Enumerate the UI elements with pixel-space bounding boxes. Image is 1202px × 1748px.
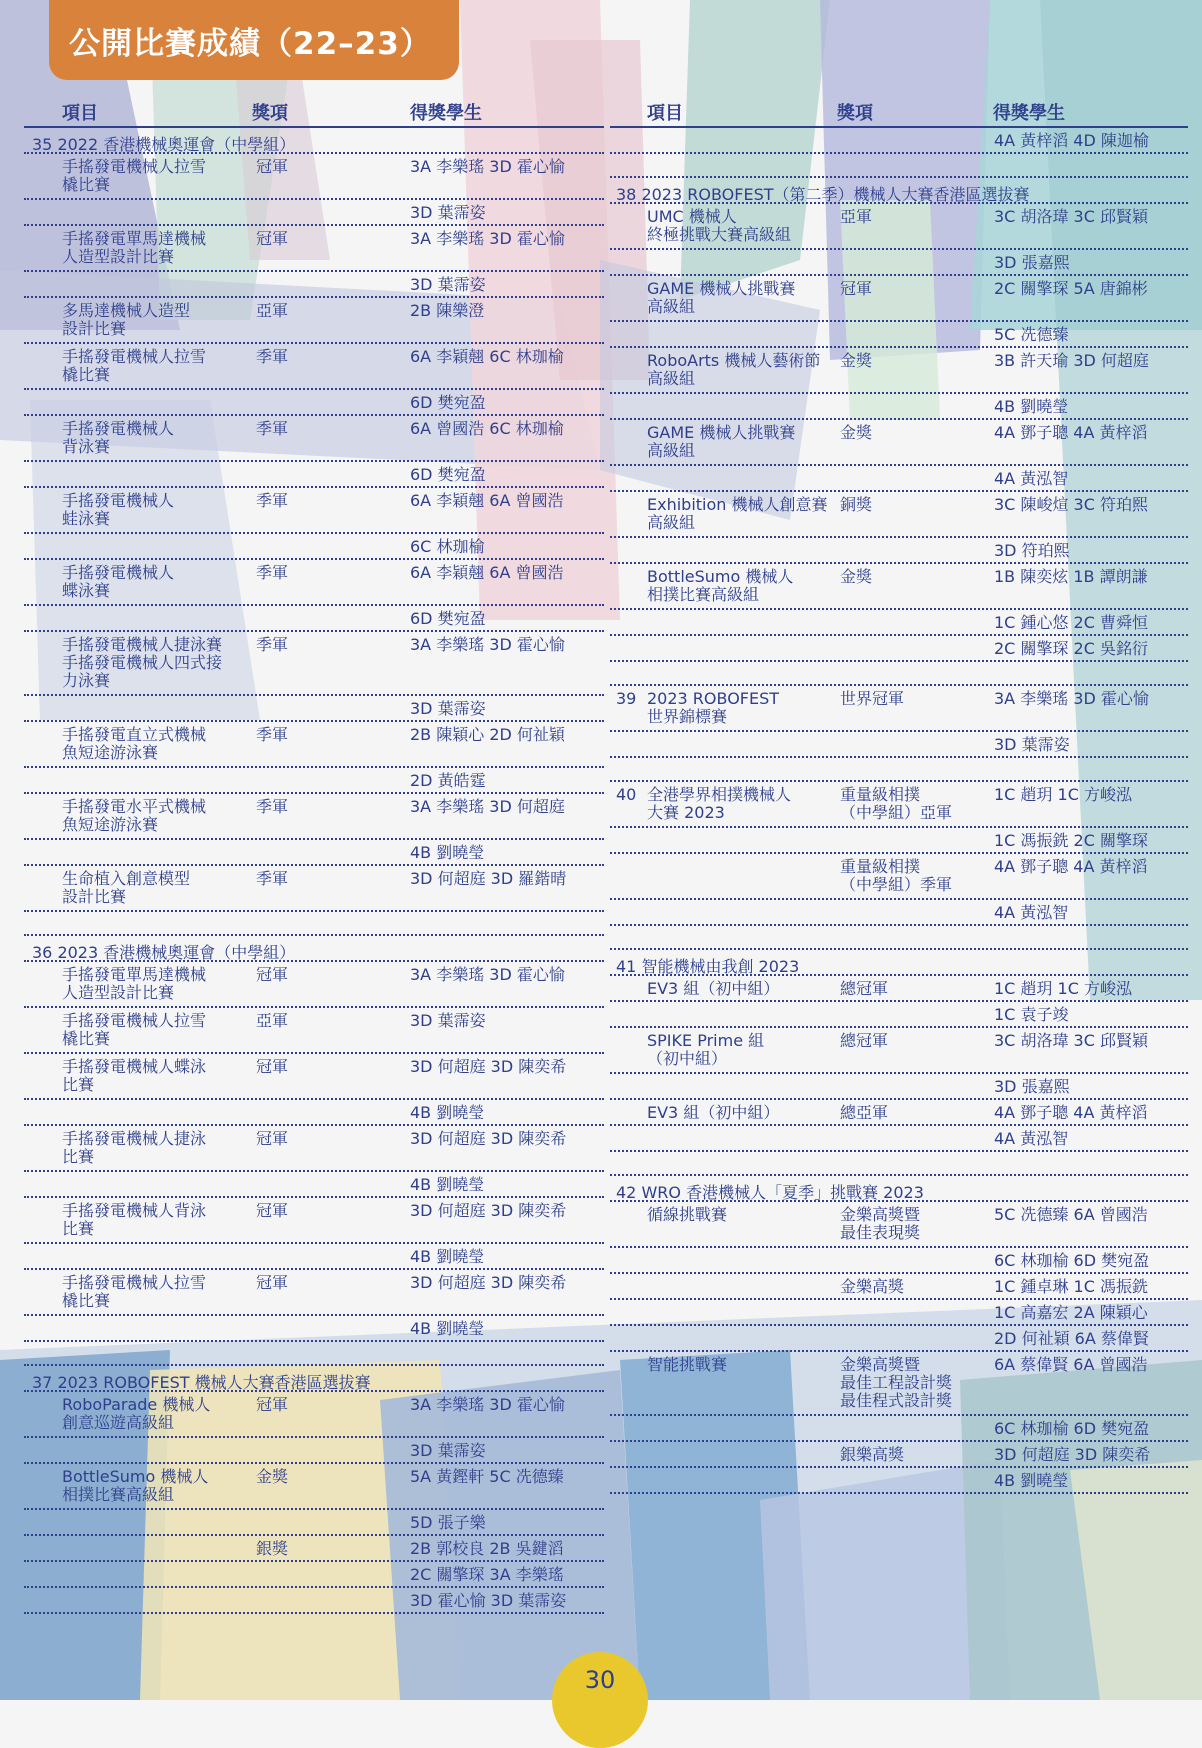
result-row [610,492,1188,538]
student-list: 4B 劉曉瑩 [410,1247,485,1266]
event-name: 手搖發電機械人 蝶泳賽 [62,563,175,600]
award-name: 世界冠軍 [840,689,905,708]
result-row [24,1588,604,1614]
result-row [610,854,1188,900]
event-name: 手搖發電水平式機械 魚短途游泳賽 [62,797,207,834]
result-row [24,1244,604,1270]
student-list: 3D 張嘉熙 [994,253,1070,272]
result-row [24,1316,604,1342]
result-row [610,394,1188,420]
section-heading [24,936,604,962]
award-name: 季軍 [256,869,289,888]
result-row [610,828,1188,854]
award-name: 季軍 [256,563,289,582]
event-name: EV3 組（初中組） [647,1103,780,1122]
event-name: RoboArts 機械人藝術節 高級組 [647,351,821,388]
student-list: 4B 劉曉瑩 [410,1319,485,1338]
result-row [24,1198,604,1244]
result-row [24,1126,604,1172]
event-name: BottleSumo 機械人 相撲比賽高級組 [647,567,794,604]
award-name: 季軍 [256,635,289,654]
student-list: 3D 葉霈姿 [410,275,486,294]
student-list: 3D 葉霈姿 [410,1441,486,1460]
result-row [610,128,1188,154]
award-name: 冠軍 [256,1129,289,1148]
student-list: 2B 郭校良 2B 吳鍵滔 [410,1539,564,1558]
student-list: 4A 黃泓智 [994,469,1069,488]
student-list: 1C 高嘉宏 2A 陳穎心 [994,1303,1148,1322]
result-row [24,722,604,768]
section-title: 35 2022 香港機械奧運會（中學組） [32,135,296,154]
event-name: GAME 機械人挑戰賽 高級組 [647,279,796,316]
student-list: 1B 陳奕炫 1B 譚朗謙 [994,567,1148,586]
event-name: 手搖發電機械人拉雪 橇比賽 [62,1011,207,1048]
result-row [610,250,1188,276]
result-row [24,606,604,632]
result-row [610,636,1188,662]
result-row [610,782,1188,828]
award-name: 銀樂高獎 [840,1445,905,1464]
result-row [610,1074,1188,1100]
event-name: 手搖發電直立式機械 魚短途游泳賽 [62,725,207,762]
student-list: 1C 袁子竣 [994,1005,1069,1024]
award-name: 冠軍 [256,157,289,176]
student-list: 6A 李穎翹 6A 曾國浩 [410,563,564,582]
student-list: 3D 何超庭 3D 陳奕希 [410,1129,567,1148]
right-column-header [610,96,1188,128]
student-list: 3D 何超庭 3D 陳奕希 [410,1057,567,1076]
result-row [610,204,1188,250]
award-name: 金樂高獎暨 最佳工程設計獎 最佳程式設計獎 [840,1355,953,1410]
result-row [24,416,604,462]
event-name: 多馬達機械人造型 設計比賽 [62,301,191,338]
result-row [610,322,1188,348]
student-list: 3D 何超庭 3D 羅鍇晴 [410,869,567,888]
student-list: 1C 馮振銑 2C 關擎琛 [994,831,1148,850]
award-name: 金樂高獎 [840,1277,905,1296]
result-row [610,1202,1188,1248]
student-list: 4A 鄧子聰 4A 黃梓滔 [994,423,1148,442]
student-list: 6A 李穎翹 6A 曾國浩 [410,491,564,510]
event-number: 40 [616,785,637,804]
event-name: UMC 機械人 終極挑戰大賽高級組 [647,207,792,244]
award-name: 冠軍 [256,1395,289,1414]
result-row [24,1464,604,1510]
result-row [24,866,604,912]
award-name: 金獎 [840,423,873,442]
result-row [610,348,1188,394]
student-list: 3A 李樂瑤 3D 霍心愉 [410,157,565,176]
result-row [610,420,1188,466]
award-name: 季軍 [256,347,289,366]
result-row [610,926,1188,950]
result-row [610,610,1188,636]
student-list: 6A 李穎翹 6C 林珈榆 [410,347,564,366]
result-row [24,840,604,866]
student-list: 3C 胡洛瑋 3C 邱賢穎 [994,207,1148,226]
student-list: 4B 劉曉瑩 [410,843,485,862]
student-list: 3D 何超庭 3D 陳奕希 [410,1273,567,1292]
section-heading [610,950,1188,976]
result-row [24,632,604,696]
student-list: 3A 李樂瑤 3D 霍心愉 [410,229,565,248]
result-row [610,758,1188,782]
result-row [24,1342,604,1366]
result-row [610,466,1188,492]
student-list: 2C 關擎琛 3A 李樂瑤 [410,1565,564,1584]
award-name: 季軍 [256,491,289,510]
result-row [24,696,604,722]
student-list: 2C 關擎琛 2C 吳銘衍 [994,639,1148,658]
student-list: 1C 鍾卓琳 1C 馮振銑 [994,1277,1148,1296]
student-list: 3D 葉霈姿 [410,1011,486,1030]
result-row [24,1438,604,1464]
award-name: 金獎 [256,1467,289,1486]
student-list: 3C 胡洛瑋 3C 邱賢穎 [994,1031,1148,1050]
section-title: 36 2023 香港機械奧運會（中學組） [32,943,296,962]
student-list: 5C 冼德臻 [994,325,1069,344]
page-title: 公開比賽成績（22–23） [69,25,432,62]
student-list: 1C 趙玥 1C 方峻泓 [994,785,1132,804]
student-list: 5D 張子樂 [410,1513,486,1532]
result-row [24,534,604,560]
result-row [24,462,604,488]
section-heading [610,178,1188,204]
result-row [610,1126,1188,1152]
result-row [610,1248,1188,1274]
result-row [24,200,604,226]
result-row [610,900,1188,926]
section-heading [24,128,604,154]
student-list: 1C 趙玥 1C 方峻泓 [994,979,1132,998]
student-list: 6D 樊宛盈 [410,465,486,484]
result-row [24,560,604,606]
student-list: 3D 葉霈姿 [410,203,486,222]
award-name: 亞軍 [840,207,873,226]
award-name: 銀獎 [256,1539,289,1558]
page-number: 30 [584,1666,616,1694]
student-list: 6C 林珈榆 6D 樊宛盈 [994,1251,1150,1270]
event-name: 手搖發電機械人捷泳 比賽 [62,1129,207,1166]
header-item: 項目 [647,103,683,124]
event-name: 全港學界相撲機械人 大賽 2023 [647,785,792,822]
event-name: RoboParade 機械人 創意巡遊高級組 [62,1395,211,1432]
result-row [610,276,1188,322]
award-name: 冠軍 [256,1057,289,1076]
header-award: 獎項 [837,103,873,124]
award-name: 重量級相撲 （中學組）季軍 [840,857,953,894]
award-name: 金獎 [840,351,873,370]
result-row [24,962,604,1008]
result-row [610,1100,1188,1126]
event-name: 手搖發電機械人背泳 比賽 [62,1201,207,1238]
student-list: 3D 何超庭 3D 陳奕希 [410,1201,567,1220]
event-name: 手搖發電單馬達機械 人造型設計比賽 [62,965,207,1002]
result-row [610,976,1188,1002]
award-name: 季軍 [256,419,289,438]
section-heading [24,1366,604,1392]
result-row [24,1392,604,1438]
student-list: 3D 葉霈姿 [410,699,486,718]
result-row [24,794,604,840]
student-list: 4A 黃梓滔 4D 陳迦榆 [994,131,1149,150]
header-students: 得獎學生 [993,103,1065,124]
header-students: 得獎學生 [410,103,482,124]
section-title: 37 2023 ROBOFEST 機械人大賽香港區選拔賽 [32,1373,371,1392]
award-name: 亞軍 [256,1011,289,1030]
award-name: 總亞軍 [840,1103,889,1122]
result-row [24,1562,604,1588]
event-name: 循線挑戰賽 [647,1205,728,1224]
result-row [610,1152,1188,1176]
student-list: 3D 何超庭 3D 陳奕希 [994,1445,1151,1464]
event-name: Exhibition 機械人創意賽 高級組 [647,495,828,532]
result-row [610,1352,1188,1416]
section-title: 41 智能機械由我創 2023 [616,957,800,976]
result-row [24,154,604,200]
student-list: 4A 鄧子聰 4A 黃梓滔 [994,857,1148,876]
student-list: 6C 林珈榆 [410,537,485,556]
result-row [24,488,604,534]
award-name: 金樂高獎暨 最佳表現獎 [840,1205,921,1242]
result-row [610,154,1188,178]
result-row [24,1510,604,1536]
left-column-header [24,96,604,128]
student-list: 4B 劉曉瑩 [994,397,1069,416]
result-row [610,1300,1188,1326]
result-row [610,1468,1188,1494]
student-list: 6D 樊宛盈 [410,609,486,628]
student-list: 2B 陳樂澄 [410,301,485,320]
result-row [24,1100,604,1126]
student-list: 2C 關擎琛 5A 唐錦彬 [994,279,1148,298]
result-row [24,390,604,416]
result-row [610,1002,1188,1028]
event-number: 39 [616,689,637,708]
event-name: 手搖發電機械人 背泳賽 [62,419,175,456]
event-name: 手搖發電機械人拉雪 橇比賽 [62,347,207,384]
award-name: 冠軍 [840,279,873,298]
student-list: 3A 李樂瑤 3D 霍心愉 [994,689,1149,708]
student-list: 3D 霍心愉 3D 葉霈姿 [410,1591,567,1610]
student-list: 4B 劉曉瑩 [410,1103,485,1122]
award-name: 重量級相撲 （中學組）亞軍 [840,785,953,822]
student-list: 6A 蔡偉賢 6A 曾國浩 [994,1355,1148,1374]
event-name: 手搖發電機械人捷泳賽 手搖發電機械人四式接 力泳賽 [62,635,223,690]
student-list: 3A 李樂瑤 3D 霍心愉 [410,1395,565,1414]
award-name: 金獎 [840,567,873,586]
event-name: 智能挑戰賽 [647,1355,728,1374]
event-name: 手搖發電機械人拉雪 橇比賽 [62,157,207,194]
right-results-column [610,96,1188,1494]
student-list: 3C 陳峻煊 3C 符珀熙 [994,495,1148,514]
student-list: 6C 林珈榆 6D 樊宛盈 [994,1419,1150,1438]
result-row [24,1172,604,1198]
section-heading [610,1176,1188,1202]
student-list: 3D 符珀熙 [994,541,1070,560]
student-list: 2D 何祉穎 6A 蔡偉賢 [994,1329,1149,1348]
award-name: 亞軍 [256,301,289,320]
student-list: 3A 李樂瑤 3D 霍心愉 [410,965,565,984]
result-row [24,912,604,936]
event-name: GAME 機械人挑戰賽 高級組 [647,423,796,460]
result-row [610,538,1188,564]
student-list: 3A 李樂瑤 3D 何超庭 [410,797,565,816]
section-title: 42 WRO 香港機械人「夏季」挑戰賽 2023 [616,1183,924,1202]
result-row [24,1054,604,1100]
student-list: 6D 樊宛盈 [410,393,486,412]
event-name: 手搖發電機械人拉雪 橇比賽 [62,1273,207,1310]
award-name: 冠軍 [256,965,289,984]
award-name: 季軍 [256,797,289,816]
award-name: 季軍 [256,725,289,744]
result-row [610,564,1188,610]
student-list: 3D 葉霈姿 [994,735,1070,754]
result-row [24,298,604,344]
student-list: 3A 李樂瑤 3D 霍心愉 [410,635,565,654]
result-row [24,1008,604,1054]
student-list: 4B 劉曉瑩 [994,1471,1069,1490]
event-name: 手搖發電機械人 蛙泳賽 [62,491,175,528]
left-results-column [24,96,604,1614]
event-name: 手搖發電單馬達機械 人造型設計比賽 [62,229,207,266]
result-row [24,344,604,390]
student-list: 2B 陳穎心 2D 何祉穎 [410,725,565,744]
page-title-tab [49,0,459,80]
student-list: 3D 張嘉熙 [994,1077,1070,1096]
section-title: 38 2023 ROBOFEST（第二季）機械人大賽香港區選拔賽 [616,185,1030,204]
result-row [610,662,1188,686]
header-item: 項目 [62,103,98,124]
award-name: 冠軍 [256,1273,289,1292]
event-name: EV3 組（初中組） [647,979,780,998]
header-award: 獎項 [252,103,288,124]
result-row [24,768,604,794]
event-name: 生命植入創意模型 設計比賽 [62,869,191,906]
student-list: 5C 冼德臻 6A 曾國浩 [994,1205,1148,1224]
event-name: SPIKE Prime 組 （初中組） [647,1031,765,1068]
event-name: BottleSumo 機械人 相撲比賽高級組 [62,1467,209,1504]
student-list: 4A 鄧子聰 4A 黃梓滔 [994,1103,1148,1122]
result-row [610,1028,1188,1074]
award-name: 總冠軍 [840,1031,889,1050]
student-list: 5A 黃鏗軒 5C 冼德臻 [410,1467,564,1486]
award-name: 總冠軍 [840,979,889,998]
result-row [610,686,1188,732]
award-name: 冠軍 [256,229,289,248]
result-row [24,1536,604,1562]
student-list: 4A 黃泓智 [994,903,1069,922]
result-row [610,1442,1188,1468]
event-name: 手搖發電機械人蝶泳 比賽 [62,1057,207,1094]
result-row [610,1416,1188,1442]
student-list: 3B 許天瑜 3D 何超庭 [994,351,1149,370]
award-name: 冠軍 [256,1201,289,1220]
result-row [24,1270,604,1316]
award-name: 銅獎 [840,495,873,514]
result-row [610,732,1188,758]
student-list: 4A 黃泓智 [994,1129,1069,1148]
result-row [610,1274,1188,1300]
student-list: 4B 劉曉瑩 [410,1175,485,1194]
result-row [24,226,604,272]
event-name: 2023 ROBOFEST 世界錦標賽 [647,689,780,726]
student-list: 1C 鍾心悠 2C 曹舜恒 [994,613,1148,632]
result-row [24,272,604,298]
student-list: 2D 黃皓霆 [410,771,486,790]
student-list: 6A 曾國浩 6C 林珈榆 [410,419,564,438]
page-number-badge [552,1652,648,1748]
result-row [610,1326,1188,1352]
